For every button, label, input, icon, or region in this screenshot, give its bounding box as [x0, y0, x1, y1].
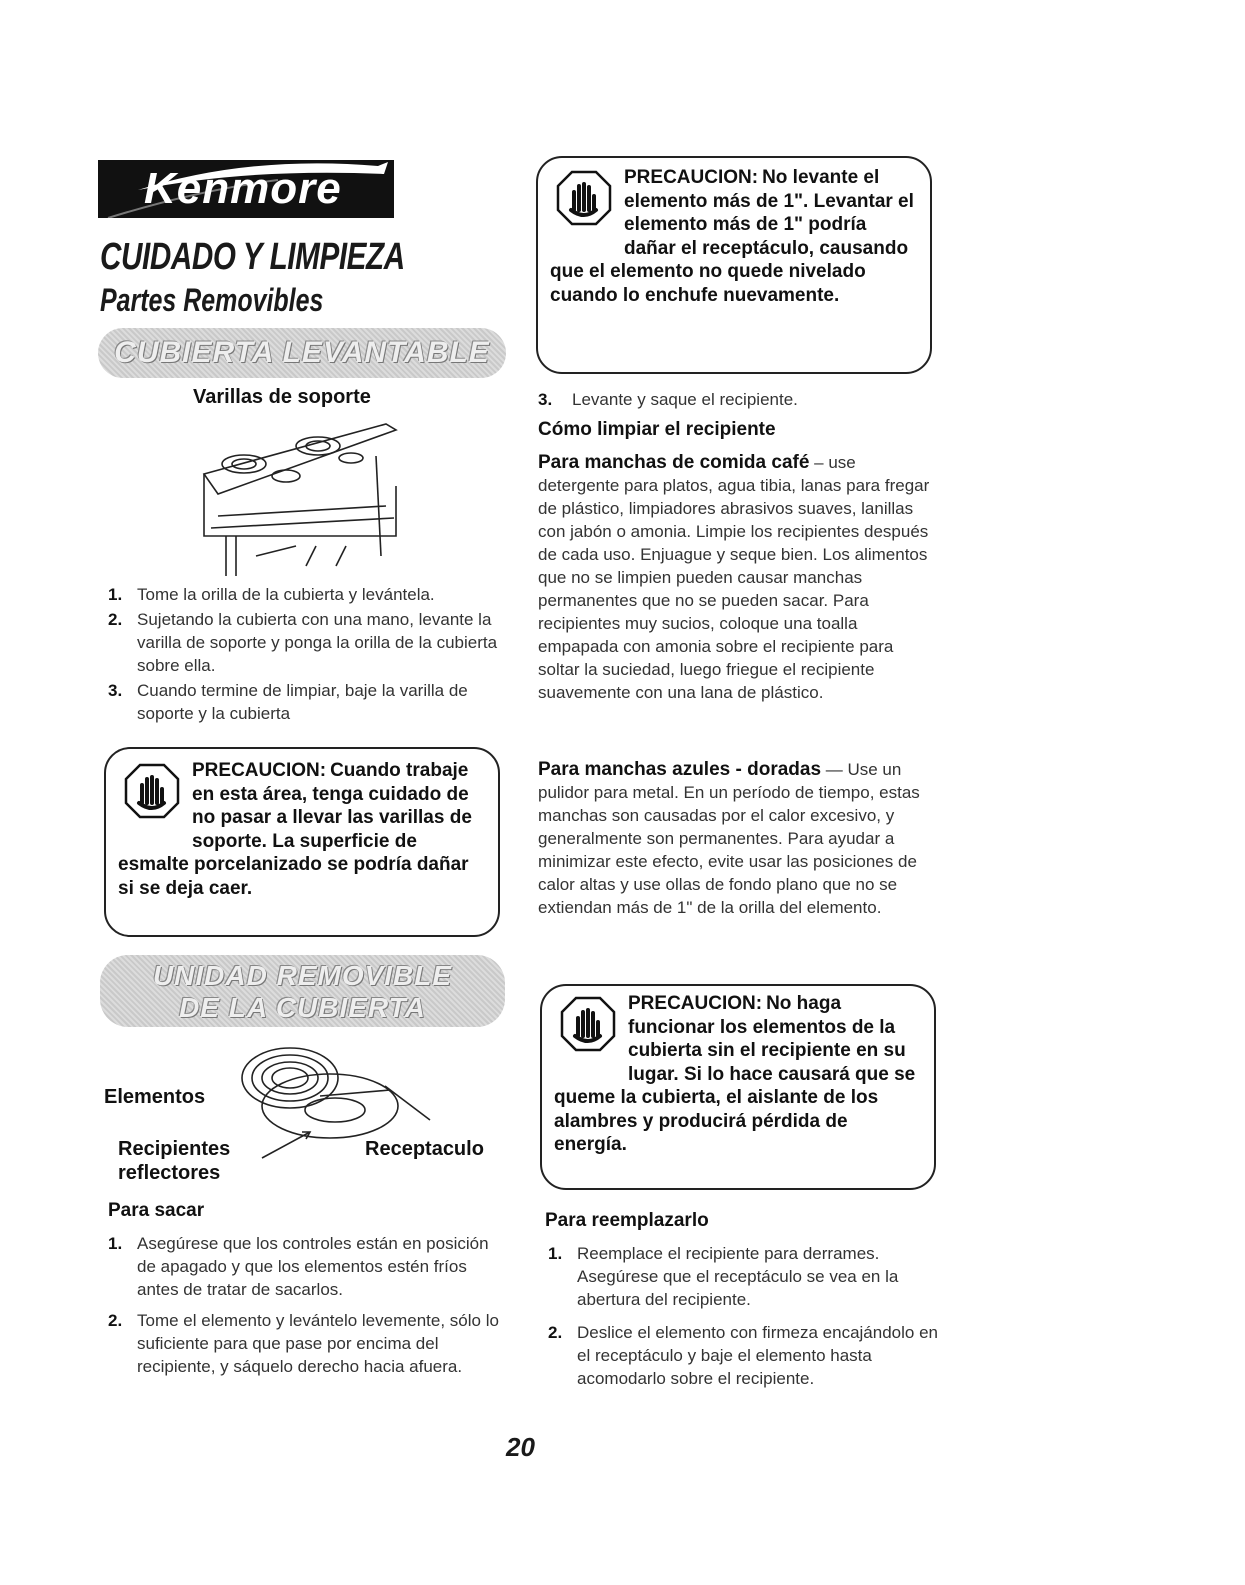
section-banner-lift-top: CUBIERTA LEVANTABLE [98, 328, 506, 378]
label-receptacle: Receptaculo [365, 1138, 484, 1160]
step-3 [538, 388, 938, 413]
section-banner-removable-unit: UNIDAD REMOVIBLE DE LA CUBIERTA [100, 955, 505, 1027]
blue-gold-paragraph: Para manchas azules - doradas — Use un pulidor para metal. En un período de tiempo, estas manchas son causadas por el calor excesivo, y generalmente son permanentes. Para ayudar a minimizar este efecto, evite usar las posiciones de calor altas y use ollas de fondo plano que no se extiendan más de 1" de la orilla del elemento. [538, 759, 920, 917]
replace-steps [540, 1242, 940, 1392]
page-title: CUIDADO Y LIMPIEZA [100, 236, 405, 278]
caution-box-lift-element: PRECAUCION: No levante el elemento más de 1". Levantar el elemento más de 1" podría dañar el receptáculo, causando que el elemento no quede nivelado cuando lo enchufe nuevamente. [536, 156, 932, 374]
label-drip-pans: Recipientes [118, 1138, 231, 1160]
list-item: 1. Asegúrese que los controles están en posición de apagado y que los elementos estén fríos antes de tratar de sacarlos. [108, 1234, 489, 1299]
food-stains-paragraph: Para manchas de comida café – use detergente para platos, agua tibia, lanas para fregar de plástico, limpiadores abrasivos suaves, lanillas con jabón o amonia. Limpie los recipientes después de cada uso. Enjuague y seque bien. Los alimentos que no se limpien pueden causar manchas permanentes que no se pueden sacar. Para recipientes muy sucios, coloque una toalla empapada con amonia sobre el recipiente para soltar la suciedad, luego friegue el recipiente suavemente con una lana de plástico. [538, 452, 930, 702]
kenmore-logo [98, 160, 394, 218]
replace-heading: Para reemplazarlo [545, 1210, 709, 1231]
hand-warning-icon [118, 759, 184, 837]
remove-steps [100, 1232, 505, 1380]
logo-text: Kenmore [144, 164, 342, 213]
hand-warning-icon [554, 992, 620, 1070]
list-item: 2. Tome el elemento y levántelo levemente, sólo lo suficiente para que pase por encima del recipiente, y sáquelo derecho hacia afuera. [108, 1311, 499, 1376]
list-item: 1. Reemplace el recipiente para derrames. Asegúrese que el receptáculo se vea en la abertura del recipiente. [548, 1244, 899, 1309]
lift-steps [100, 583, 510, 727]
clean-heading: Cómo limpiar el recipiente [538, 419, 776, 440]
list-item: 2. Deslice el elemento con firmeza encajándolo en el receptáculo y baje el elemento hasta acomodarlo sobre el recipiente. [548, 1323, 938, 1388]
cooktop-lift-illustration [196, 416, 406, 584]
list-item: 2. Sujetando la cubierta con una mano, levante la varilla de soporte y ponga la orilla de la cubierta sobre ella. [108, 610, 498, 675]
list-item: 3. Levante y saque el recipiente. [538, 390, 798, 409]
caution-box-support-rods: PRECAUCION: Cuando trabaje en esta área, tenga cuidado de no pasar a llevar las varillas de soporte. La superficie de esmalte porcelanizado se podría dañar si se deja caer. [104, 747, 500, 937]
label-drip-pans-2: reflectores [118, 1162, 221, 1184]
page-subtitle: Partes Removibles [100, 282, 324, 318]
hand-warning-icon [550, 166, 616, 244]
pointer-arrow [260, 1128, 320, 1160]
page-number: 20 [506, 1432, 535, 1462]
support-rods-heading: Varillas de soporte [193, 386, 371, 408]
remove-heading: Para sacar [108, 1200, 205, 1221]
list-item: 1. Tome la orilla de la cubierta y levántela. [108, 585, 435, 604]
list-item: 3. Cuando termine de limpiar, baje la varilla de soporte y la cubierta [108, 681, 468, 723]
element-drip-pan-illustration [220, 1038, 440, 1148]
caution-box-no-pan: PRECAUCION: No haga funcionar los elementos de la cubierta sin el recipiente en su lugar. Si lo hace causará que se queme la cubierta, el aislante de los alambres y producirá pérdida de energía. [540, 984, 936, 1190]
label-elements: Elementos [104, 1086, 206, 1108]
